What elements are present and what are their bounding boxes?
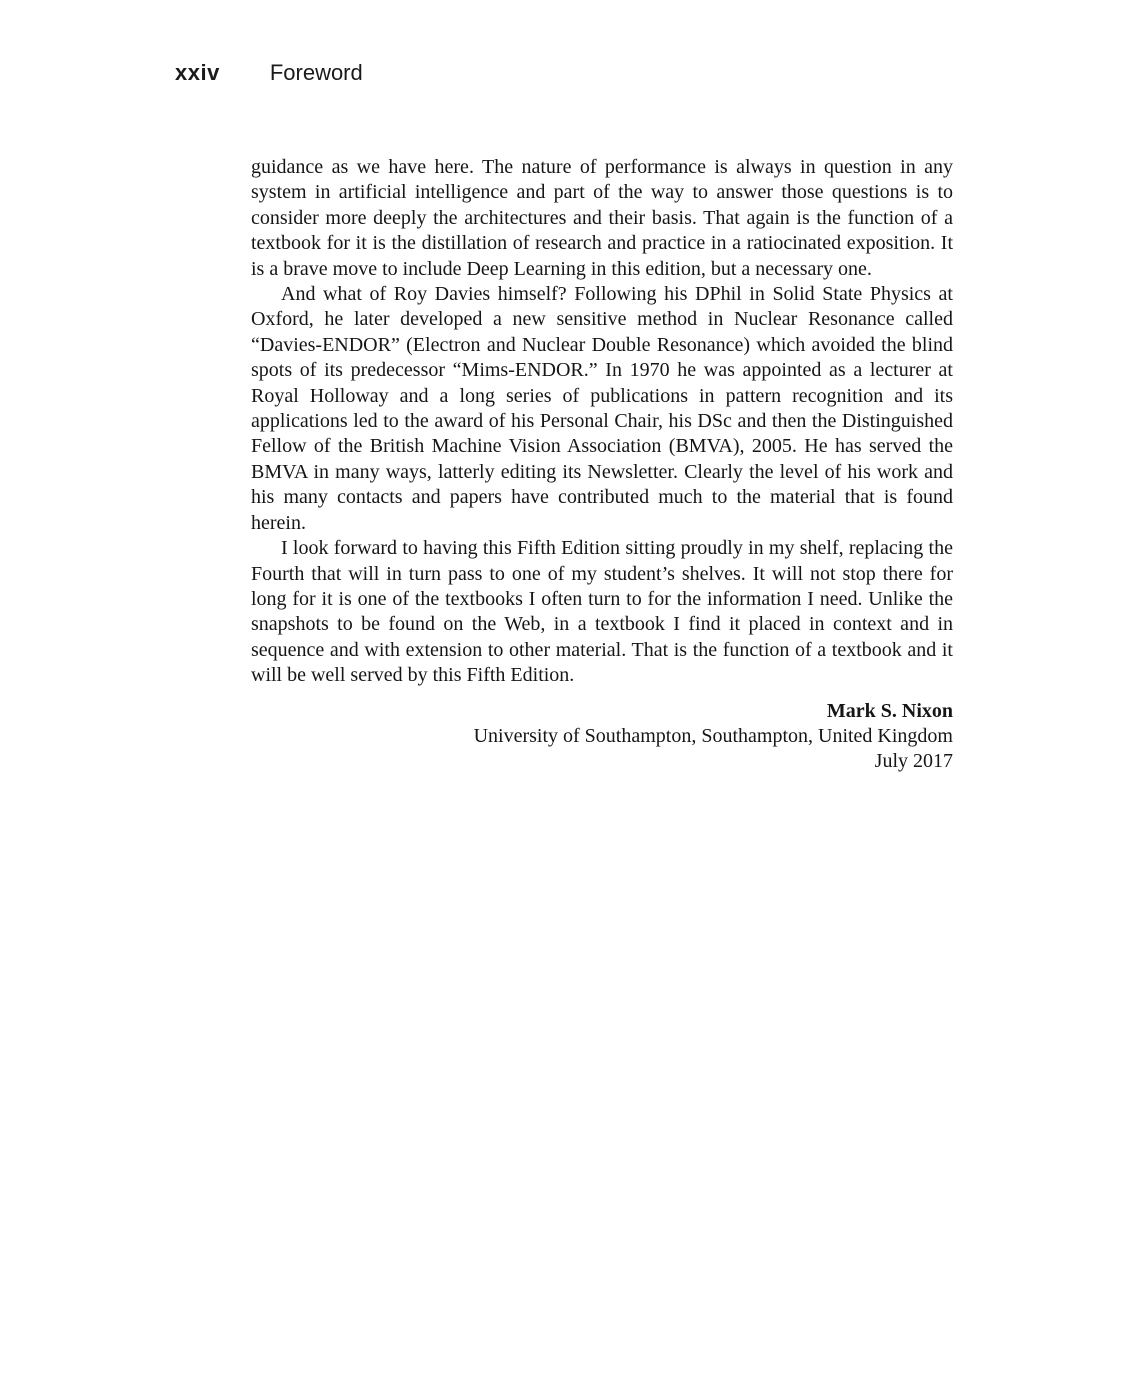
section-title: Foreword: [269, 60, 363, 85]
foreword-body: [251, 155, 953, 775]
paragraph-closing: I look forward to having this Fifth Edition sitting proudly in my shelf, replacing the Fourth that will in turn pass to one of my student’s shelves. It will not stop there for long for it is one of the textbooks I often turn to for the information I need. Unlike the snapshots to be found on the Web, in a textbook I find it placed in context and in sequence and with extension to other material. That is the function of a textbook and it will be well served by this Fifth Edition.: [251, 537, 953, 687]
signature-block: [251, 699, 953, 775]
paragraph-continuation: guidance as we have here. The nature of performance is always in question in any system in artificial intelligence and part of the way to answer those questions is to consider more deeply the architectures and their basis. That again is the function of a textbook for it is the distillation of research and practice in a ratiocinated exposition. It is a brave move to include Deep Learning in this edition, but a necessary one.: [251, 156, 953, 280]
signature-date: July 2017: [874, 750, 953, 773]
author-affiliation: University of Southampton, Southampton, United Kingdom: [473, 724, 953, 747]
paragraph-roy-davies-bio: And what of Roy Davies himself? Following his DPhil in Solid State Physics at Oxford, he later developed a new sensitive method in Nuclear Resonance called “Davies-ENDOR” (Electron and Nuclear Double Resonance) which avoided the blind spots of its predecessor “Mims-ENDOR.” In 1970 he was appointed as a lecturer at Royal Holloway and a long series of publications in pattern recognition and its applications led to the award of his Personal Chair, his DSc and then the Distinguished Fellow of the British Machine Vision Association (BMVA), 2005. He has served the BMVA in many ways, latterly editing its Newsletter. Clearly the level of his work and his many contacts and papers have contributed much to the material that is found herein.: [251, 283, 953, 534]
page-number: xxiv: [175, 60, 220, 85]
author-name: Mark S. Nixon: [826, 699, 953, 722]
page-header: [175, 60, 363, 86]
